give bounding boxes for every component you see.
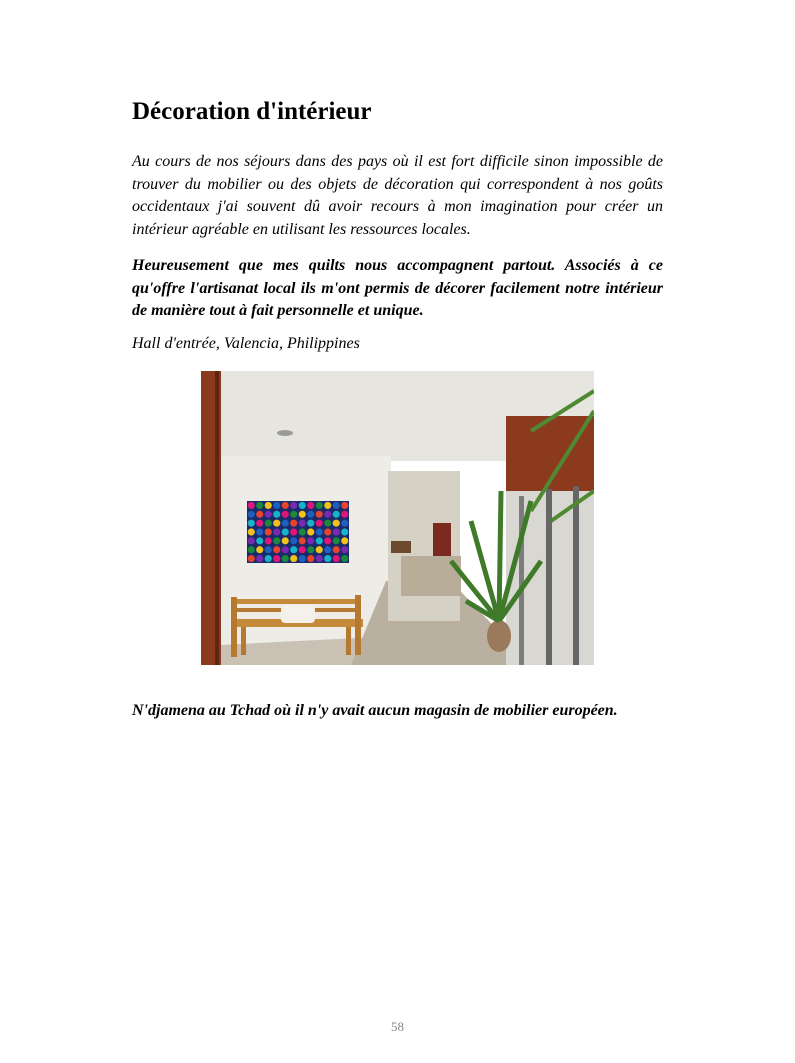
page-title: Décoration d'intérieur [132, 98, 372, 125]
bottom-caption: N'djamena au Tchad où il n'y avait aucun magasin de mobilier européen. [132, 702, 618, 719]
quilts-paragraph: Heureusement que mes quilts nous accompagnent partout. Associés à ce qu'offre l'artisanat local ils m'ont permis de décorer facilement notre intérieur de manière tout à fait personnelle et unique. [132, 257, 663, 319]
photo-caption: Hall d'entrée, Valencia, Philippines [132, 335, 360, 352]
quilt-artwork [247, 501, 349, 563]
intro-paragraph: Au cours de nos séjours dans des pays où il est fort difficile sinon impossible de trouver du mobilier ou des objets de décoration qui correspondent à nos goûts occidentaux j'ai souvent dû avoir recours à mon imagination pour créer un intérieur agréable en utilisant les ressources locales. [132, 153, 663, 238]
entrance-hall-photo [201, 371, 594, 665]
page-number: 58 [391, 1019, 404, 1034]
